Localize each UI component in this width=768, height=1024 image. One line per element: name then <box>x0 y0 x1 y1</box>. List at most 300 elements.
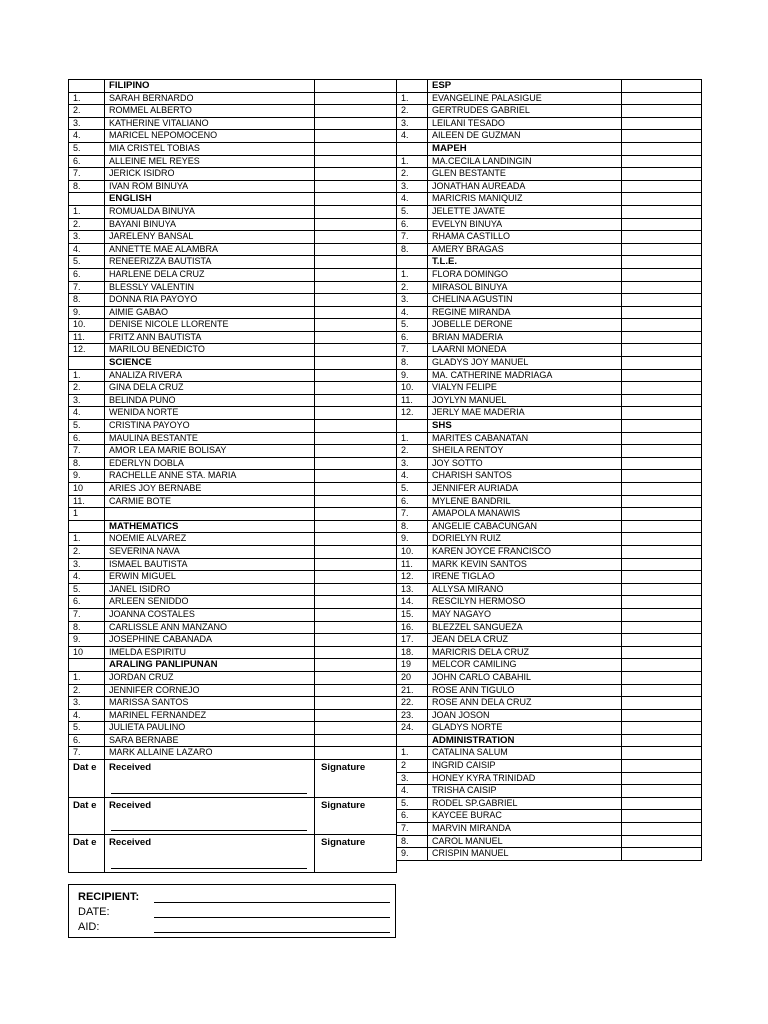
person-name: SHEILA RENTOY <box>428 445 622 458</box>
signature-cell <box>622 646 702 659</box>
person-name: JARELENY BANSAL <box>105 231 315 244</box>
person-name: ARIES JOY BERNABE <box>105 483 315 496</box>
date-label: Dat e <box>69 835 105 873</box>
person-name: BRIAN MADERIA <box>428 331 622 344</box>
person-name: DONNA RIA PAYOYO <box>105 294 315 307</box>
received-line <box>111 868 307 869</box>
row-number: 8. <box>397 243 428 256</box>
person-name: JERICK ISIDRO <box>105 168 315 181</box>
signature-cell <box>622 697 702 710</box>
row-number: 4. <box>69 571 105 584</box>
section-title: FILIPINO <box>105 80 315 93</box>
signature-cell <box>622 457 702 470</box>
signature-cell <box>622 193 702 206</box>
table-row <box>397 583 702 596</box>
section-title: MAPEH <box>428 142 622 155</box>
row-number: 11. <box>397 558 428 571</box>
signature-cell <box>315 218 397 231</box>
person-name: JOSEPHINE CABANADA <box>105 634 315 647</box>
person-name: EVANGELINE PALASIGUE <box>428 92 622 105</box>
section-number-cell <box>69 520 105 533</box>
person-name: MARICRIS MANIQUIZ <box>428 193 622 206</box>
table-row <box>69 256 397 269</box>
table-row <box>69 709 397 722</box>
person-name: EDERLYN DOBLA <box>105 457 315 470</box>
section-number-cell <box>69 193 105 206</box>
received-line <box>111 793 307 794</box>
signature-cell <box>622 722 702 735</box>
row-number: 12. <box>397 407 428 420</box>
signature-cell <box>315 382 397 395</box>
table-row <box>397 470 702 483</box>
person-name: JOHN CARLO CABAHIL <box>428 671 622 684</box>
signature-cell <box>315 256 397 269</box>
signature-cell <box>315 420 397 433</box>
person-name: BAYANI BINUYA <box>105 218 315 231</box>
row-number: 11. <box>69 331 105 344</box>
row-number: 9. <box>69 470 105 483</box>
signature-cell <box>622 92 702 105</box>
row-number: 3. <box>397 457 428 470</box>
person-name: MA. CATHERINE MADRIAGA <box>428 369 622 382</box>
signature-cell <box>315 722 397 735</box>
table-row <box>397 571 702 584</box>
received-label: Received <box>109 837 152 849</box>
section-header-row <box>69 193 397 206</box>
signature-cell <box>315 193 397 206</box>
date-label: Dat e <box>69 760 105 798</box>
row-number: 5. <box>397 483 428 496</box>
table-row <box>397 508 702 521</box>
row-number: 7. <box>397 344 428 357</box>
signature-cell <box>622 483 702 496</box>
signature-cell <box>622 369 702 382</box>
table-row <box>397 281 702 294</box>
row-number: 8. <box>69 621 105 634</box>
signature-cell <box>315 268 397 281</box>
signature-cell <box>622 344 702 357</box>
signature-cell <box>622 797 702 810</box>
row-number: 2. <box>69 382 105 395</box>
table-row <box>397 445 702 458</box>
section-title: MATHEMATICS <box>105 520 315 533</box>
row-number: 2. <box>69 684 105 697</box>
table-row <box>397 722 702 735</box>
table-row <box>69 105 397 118</box>
table-row <box>69 168 397 181</box>
row-number: 24. <box>397 722 428 735</box>
section-title: ARALING PANLIPUNAN <box>105 659 315 672</box>
person-name: MARILOU BENEDICTO <box>105 344 315 357</box>
signature-cell <box>622 268 702 281</box>
row-number: 7. <box>69 608 105 621</box>
section-title: ESP <box>428 80 622 93</box>
person-name: SARA BERNABE <box>105 734 315 747</box>
table-row <box>397 545 702 558</box>
signature-cell <box>622 394 702 407</box>
received-cell <box>105 760 315 798</box>
signature-cell <box>315 445 397 458</box>
table-row <box>69 495 397 508</box>
person-name: ARLEEN SENIDDO <box>105 596 315 609</box>
row-number: 5. <box>69 256 105 269</box>
signature-cell <box>315 168 397 181</box>
signature-cell <box>622 130 702 143</box>
row-number: 1. <box>397 92 428 105</box>
section-header-row <box>397 256 702 269</box>
person-name: ANNETTE MAE ALAMBRA <box>105 243 315 256</box>
signature-cell <box>622 835 702 848</box>
person-name: MAULINA BESTANTE <box>105 432 315 445</box>
person-name: CHELINA AGUSTIN <box>428 294 622 307</box>
person-name: FLORA DOMINGO <box>428 268 622 281</box>
section-number-cell <box>69 80 105 93</box>
table-row <box>69 583 397 596</box>
person-name: IMELDA ESPIRITU <box>105 646 315 659</box>
person-name: JELETTE JAVATE <box>428 205 622 218</box>
table-row <box>69 281 397 294</box>
section-header-row <box>69 80 397 93</box>
row-number: 6. <box>69 432 105 445</box>
signature-cell <box>622 319 702 332</box>
person-name: MELCOR CAMILING <box>428 659 622 672</box>
signature-cell <box>622 520 702 533</box>
row-number: 6. <box>397 218 428 231</box>
row-number: 1 <box>69 508 105 521</box>
table-row <box>69 319 397 332</box>
person-name: MARK KEVIN SANTOS <box>428 558 622 571</box>
row-number: 7. <box>69 168 105 181</box>
signature-cell <box>315 394 397 407</box>
person-name: IRENE TIGLAO <box>428 571 622 584</box>
person-name: GINA DELA CRUZ <box>105 382 315 395</box>
person-name: JERLY MAE MADERIA <box>428 407 622 420</box>
row-number: 9. <box>397 848 428 861</box>
row-number: 9. <box>397 369 428 382</box>
table-row <box>69 621 397 634</box>
table-row <box>397 810 702 823</box>
table-row <box>69 92 397 105</box>
row-number: 8. <box>69 180 105 193</box>
signature-cell <box>622 760 702 773</box>
signature-cell <box>315 231 397 244</box>
signature-cell <box>315 306 397 319</box>
table-row <box>397 231 702 244</box>
person-name: ERWIN MIGUEL <box>105 571 315 584</box>
person-name: DENISE NICOLE LLORENTE <box>105 319 315 332</box>
table-row <box>397 105 702 118</box>
table-row <box>397 684 702 697</box>
person-name: KAYCEE BURAC <box>428 810 622 823</box>
signature-cell <box>315 608 397 621</box>
row-number: 5. <box>69 583 105 596</box>
signature-cell <box>622 558 702 571</box>
signature-cell <box>315 369 397 382</box>
row-number: 4. <box>69 709 105 722</box>
row-number: 7. <box>397 508 428 521</box>
signature-cell <box>315 155 397 168</box>
signature-cell <box>315 117 397 130</box>
person-name: BELINDA PUNO <box>105 394 315 407</box>
signature-cell <box>622 596 702 609</box>
table-row <box>397 331 702 344</box>
table-row <box>69 697 397 710</box>
person-name: LAARNI MONEDA <box>428 344 622 357</box>
person-name: HARLENE DELA CRUZ <box>105 268 315 281</box>
table-row <box>397 117 702 130</box>
table-row <box>69 747 397 760</box>
signature-cell <box>315 294 397 307</box>
table-row <box>397 747 702 760</box>
received-line <box>111 830 307 831</box>
table-row <box>397 319 702 332</box>
person-name: JEAN DELA CRUZ <box>428 634 622 647</box>
table-row <box>397 671 702 684</box>
person-name: MARINEL FERNANDEZ <box>105 709 315 722</box>
person-name: AMERY BRAGAS <box>428 243 622 256</box>
signature-cell <box>622 407 702 420</box>
person-name: MA.CECILA LANDINGIN <box>428 155 622 168</box>
person-name <box>105 508 315 521</box>
signature-cell <box>622 80 702 93</box>
person-name: AMOR LEA MARIE BOLISAY <box>105 445 315 458</box>
table-row <box>397 369 702 382</box>
table-row <box>69 420 397 433</box>
person-name: JONATHAN AUREADA <box>428 180 622 193</box>
signature-cell <box>315 142 397 155</box>
table-row <box>69 571 397 584</box>
section-header-row <box>69 659 397 672</box>
person-name: RHAMA CASTILLO <box>428 231 622 244</box>
date-label: Dat e <box>69 797 105 835</box>
section-title: SHS <box>428 420 622 433</box>
person-name: MARITES CABANATAN <box>428 432 622 445</box>
table-row <box>69 155 397 168</box>
row-number: 7. <box>397 823 428 836</box>
row-number: 10 <box>69 646 105 659</box>
section-number-cell <box>397 80 428 93</box>
table-row <box>69 218 397 231</box>
signature-cell <box>622 168 702 181</box>
person-name: JENNIFER CORNEJO <box>105 684 315 697</box>
table-row <box>69 231 397 244</box>
table-row <box>397 772 702 785</box>
row-number: 8. <box>397 835 428 848</box>
signature-cell <box>315 583 397 596</box>
signature-cell <box>315 495 397 508</box>
signature-cell <box>622 243 702 256</box>
row-number: 6. <box>69 734 105 747</box>
table-row <box>397 760 702 773</box>
signature-cell <box>315 331 397 344</box>
signature-cell <box>315 558 397 571</box>
signature-cell <box>622 785 702 798</box>
person-name: ROSE ANN TIGULO <box>428 684 622 697</box>
signature-cell <box>622 772 702 785</box>
person-name: REGINE MIRANDA <box>428 306 622 319</box>
person-name: LEILANI TESADO <box>428 117 622 130</box>
row-number: 5. <box>397 797 428 810</box>
row-number: 4. <box>397 785 428 798</box>
signature-cell <box>315 709 397 722</box>
row-number: 4. <box>69 243 105 256</box>
signature-cell <box>315 659 397 672</box>
table-row <box>69 306 397 319</box>
section-header-row <box>69 520 397 533</box>
table-row <box>69 344 397 357</box>
signature-cell <box>622 357 702 370</box>
table-row <box>69 734 397 747</box>
signature-cell <box>315 571 397 584</box>
person-name: GERTRUDES GABRIEL <box>428 105 622 118</box>
row-number: 12. <box>69 344 105 357</box>
received-cell <box>105 835 315 873</box>
table-row <box>397 130 702 143</box>
table-row <box>397 709 702 722</box>
signature-cell <box>622 180 702 193</box>
person-name: ROMUALDA BINUYA <box>105 205 315 218</box>
table-row <box>397 168 702 181</box>
person-name: NOEMIE ALVAREZ <box>105 533 315 546</box>
section-title: T.L.E. <box>428 256 622 269</box>
table-row <box>397 835 702 848</box>
signature-cell <box>622 142 702 155</box>
row-number: 5. <box>397 205 428 218</box>
person-name: KATHERINE VITALIANO <box>105 117 315 130</box>
row-number: 18. <box>397 646 428 659</box>
row-number: 19 <box>397 659 428 672</box>
person-name: MARVIN MIRANDA <box>428 823 622 836</box>
section-header-row <box>397 80 702 93</box>
signature-cell <box>622 583 702 596</box>
signature-cell <box>622 445 702 458</box>
row-number: 3. <box>69 394 105 407</box>
row-number: 2. <box>69 105 105 118</box>
person-name: SARAH BERNARDO <box>105 92 315 105</box>
person-name: KAREN JOYCE FRANCISCO <box>428 545 622 558</box>
signature-cell <box>622 155 702 168</box>
person-name: JOBELLE DERONE <box>428 319 622 332</box>
row-number: 7. <box>397 231 428 244</box>
row-number: 22. <box>397 697 428 710</box>
row-number: 1. <box>69 92 105 105</box>
row-number: 8. <box>397 520 428 533</box>
row-number: 3. <box>69 697 105 710</box>
row-number: 3. <box>397 294 428 307</box>
signature-block-row <box>69 797 397 835</box>
row-number: 3. <box>69 231 105 244</box>
signature-cell <box>622 659 702 672</box>
table-row <box>69 394 397 407</box>
section-header-row <box>397 734 702 747</box>
row-number: 3. <box>69 117 105 130</box>
row-number: 4. <box>397 306 428 319</box>
table-row <box>69 268 397 281</box>
row-number: 6. <box>397 810 428 823</box>
signature-cell <box>315 533 397 546</box>
signature-cell <box>315 92 397 105</box>
signature-cell <box>315 180 397 193</box>
row-number: 4. <box>397 470 428 483</box>
signature-cell <box>315 520 397 533</box>
signature-cell <box>315 621 397 634</box>
signature-cell <box>622 571 702 584</box>
table-row <box>69 634 397 647</box>
aid-label: AID: <box>78 921 100 933</box>
person-name: MARICEL NEPOMOCENO <box>105 130 315 143</box>
person-name: CATALINA SALUM <box>428 747 622 760</box>
person-name: AMAPOLA MANAWIS <box>428 508 622 521</box>
signature-cell <box>315 634 397 647</box>
table-row <box>397 268 702 281</box>
table-row <box>397 785 702 798</box>
person-name: MARICRIS DELA CRUZ <box>428 646 622 659</box>
received-cell <box>105 797 315 835</box>
person-name: CARLISSLE ANN MANZANO <box>105 621 315 634</box>
row-number: 8. <box>69 294 105 307</box>
signature-cell <box>315 457 397 470</box>
row-number: 2. <box>397 105 428 118</box>
signature-cell <box>622 231 702 244</box>
signature-cell <box>315 508 397 521</box>
signature-block-row <box>69 760 397 798</box>
recipient-line <box>154 902 390 903</box>
table-row <box>397 306 702 319</box>
table-row <box>69 117 397 130</box>
signature-cell <box>622 810 702 823</box>
received-label: Received <box>109 799 152 811</box>
row-number: 2. <box>397 445 428 458</box>
person-name: GLADYS NORTE <box>428 722 622 735</box>
signature-cell <box>622 684 702 697</box>
signature-cell <box>622 117 702 130</box>
person-name: ANALIZA RIVERA <box>105 369 315 382</box>
table-row <box>397 533 702 546</box>
signature-cell <box>622 294 702 307</box>
table-row <box>69 508 397 521</box>
date-label: DATE: <box>78 906 110 918</box>
table-row <box>69 331 397 344</box>
signature-cell <box>622 508 702 521</box>
table-row <box>69 596 397 609</box>
table-row <box>69 382 397 395</box>
row-number: 2. <box>69 545 105 558</box>
table-row <box>397 608 702 621</box>
row-number: 4. <box>397 193 428 206</box>
table-row <box>69 545 397 558</box>
row-number: 15. <box>397 608 428 621</box>
table-row <box>69 130 397 143</box>
signature-cell <box>315 80 397 93</box>
signature-cell <box>315 319 397 332</box>
row-number: 8. <box>69 457 105 470</box>
person-name: INGRID CAISIP <box>428 760 622 773</box>
person-name: MIRASOL BINUYA <box>428 281 622 294</box>
table-row <box>397 243 702 256</box>
table-row <box>69 533 397 546</box>
person-name: ROSE ANN DELA CRUZ <box>428 697 622 710</box>
table-row <box>69 205 397 218</box>
table-row <box>397 294 702 307</box>
signature-cell <box>315 671 397 684</box>
person-name: MYLENE BANDRIL <box>428 495 622 508</box>
row-number: 4. <box>69 130 105 143</box>
row-number: 4. <box>69 407 105 420</box>
section-number-cell <box>397 256 428 269</box>
row-number: 21. <box>397 684 428 697</box>
signature-cell <box>622 621 702 634</box>
person-name: CRISTINA PAYOYO <box>105 420 315 433</box>
